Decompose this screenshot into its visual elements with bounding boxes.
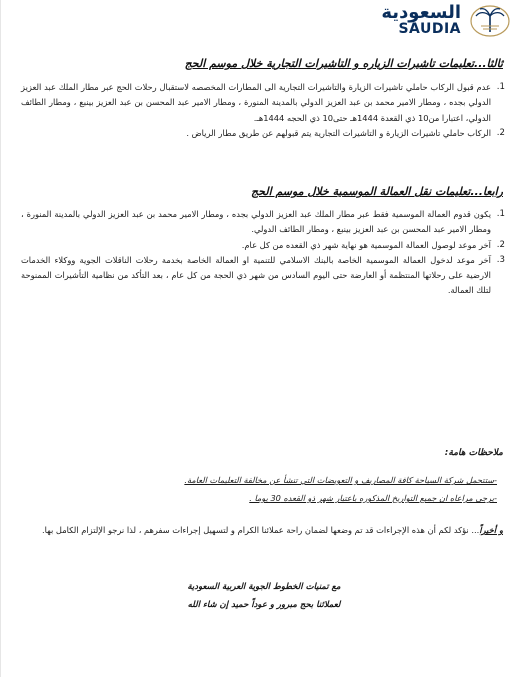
section-4-title: رابعا...تعليمات نقل العمالة الموسمية خلال موسم الحج xyxy=(251,185,503,198)
saudia-logo xyxy=(311,4,511,40)
section-3-title: ثالثا...تعليمات تاشيرات الزياره و التاشيرات التجارية خلال موسم الحج xyxy=(184,57,503,70)
item-text: آخر موعد لدخول العمالة الموسمية الخاصة بالبنك الاسلامي للتنمية او العمالة الخاصة بخدمة رحلات الناقلات الجوية ووكلاء الخدمات الارضية على رحلاتها المنتظمة أو العارضة حتى اليوم السادس من شهر ذي الحجة من كل عام ، بعد التأكد من نظامية التأشيرات الممنوحة لتلك العمالة. xyxy=(21,254,491,296)
closing-paragraph xyxy=(25,522,503,538)
item-number: 2. xyxy=(496,127,505,138)
section-3-list xyxy=(21,80,505,141)
logo-english-text: SAUDIA xyxy=(398,21,461,37)
list-item xyxy=(21,126,505,141)
item-number: 3. xyxy=(496,254,505,265)
item-number: 1. xyxy=(496,82,505,92)
closing-text: ... نؤكد لكم أن هذه الإجراءات قد تم وضعها لضمان راحة عملائنا الكرام و لتسهيل إجراءات سفرهم ، لذا نرجو الإلتزام الكامل بها. xyxy=(41,525,480,535)
logo-arabic-text: السعودية xyxy=(381,2,461,23)
closing-lead: و أخيراً xyxy=(479,525,503,535)
signature-line-2: لعملائنا بحج مبرور و عوداً حميد إن شاء الله xyxy=(187,600,341,610)
notes-title: ملاحظات هامة: xyxy=(444,448,503,458)
note-item: -ستتحمل شركة السياحة كافة المصاريف و التعويضات التي تنشأ عن مخالفة التعليمات العامة. xyxy=(184,475,497,485)
signature-line-1: مع تمنيات الخطوط الجوية العربية السعودية xyxy=(187,582,341,592)
item-text: الركاب حاملي تاشيرات الزيارة و التاشيرات التجارية يتم قبولهم عن طريق مطار الرياض . xyxy=(186,127,491,138)
section-4-list xyxy=(21,207,505,299)
note-item: -يرجى مراعاه ان جميع التواريخ المذكوره باعتبار شهر ذو القعده 30 يوما . xyxy=(249,493,497,503)
item-number: 2. xyxy=(496,239,505,250)
list-item xyxy=(21,238,505,253)
item-text: يكون قدوم العمالة الموسمية فقط عبر مطار الملك عبد العزيز الدولي بجده ، ومطار الامير محمد بن عبد العزيز الدولي بالمدينة المنورة ، ومطار الامير عبد المحسن بن عبد العزيز بينبع ، ومطار الطائف الدولي. xyxy=(21,209,491,235)
saudia-palm-icon xyxy=(469,4,511,38)
list-item xyxy=(21,207,505,238)
item-text: آخر موعد لوصول العمالة الموسمية هو نهاية شهر ذي القعده من كل عام. xyxy=(241,239,491,250)
item-text: عدم قبول الركاب حاملي تاشيرات الزيارة والتاشيرات التجارية الى المطارات المخصصه لاستقبال رحلات الحج عبر مطار الملك عبد العزيز الدولي بجده ، ومطار الامير محمد بن عبد العزيز الدولي بالمدينة المنورة ، ومطار الامير عبد المحسن بن عبد العزيز بينبع ، ومطار الطائف الدولي، اعتبارا من10 ذي القعدة 1444هـ حتى10 ذي الحجه 1444هـ. xyxy=(21,82,491,123)
item-number: 1. xyxy=(496,209,505,219)
list-item xyxy=(21,80,505,126)
list-item xyxy=(21,253,505,299)
